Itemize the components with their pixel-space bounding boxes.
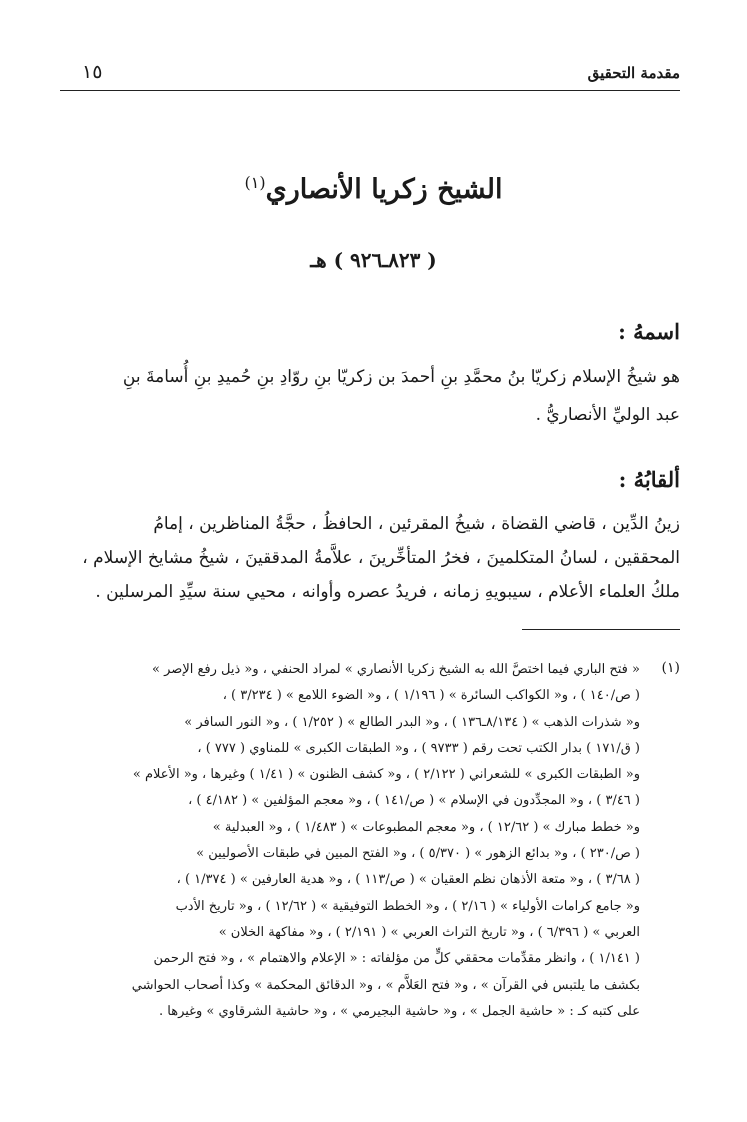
footnote-line: « فتح الباري فيما اختصَّ الله به الشيخ زكريا الأنصاري » لمراد الحنفي ، و« ذيل رفع الإصر » bbox=[152, 662, 640, 677]
running-header bbox=[60, 60, 680, 91]
section-heading-name: اسمهُ : bbox=[618, 319, 680, 344]
footnote-line: بكشف ما يلتبس في القرآن » ، و« فتح العَلاَّم » ، و« الدقائق المحكمة » وكذا أصحاب الحواشي bbox=[131, 977, 640, 993]
footnote-line: و« جامع كرامات الأولياء » ( ٢/١٦ ) ، و« الخطط التوفيقية » ( ١٢/٦٢ ) ، و« تاريخ الأدب bbox=[175, 898, 640, 914]
paragraph-line: ملكُ العلماء الأعلام ، سيبويهِ زمانه ، فريدُ عصره وأوانه ، محيي سنة سيِّدِ المرسلين . bbox=[95, 582, 680, 602]
titles-paragraph bbox=[55, 507, 680, 609]
footnote-line: ( ص/٢٣٠ ) ، و« بدائع الزهور » ( ٥/٣٧٠ ) ، و« الفتح المبين في طبقات الأصوليين » bbox=[196, 846, 640, 862]
footnote-separator bbox=[522, 629, 680, 630]
name-paragraph bbox=[55, 358, 680, 434]
footnote-line: و« خطط مبارك » ( ١٢/٦٢ ) ، و« معجم المطبوعات » ( ١/٤٨٣ ) ، و« العبدلية » bbox=[212, 819, 640, 835]
running-title: مقدمة التحقيق bbox=[587, 64, 680, 82]
title-text: الشيخ زكريا الأنصاري bbox=[265, 174, 503, 205]
footnote-line: العربي » ( ٦/٣٩٦ ) ، و« تاريخ التراث العربي » ( ٢/١٩١ ) ، و« مفاكهة الخلان » bbox=[218, 924, 640, 940]
footnote-line: ( ٣/٤٦ ) ، و« المجدِّدون في الإسلام » ( ص/١٤١ ) ، و« معجم المؤلفين » ( ٤/١٨٢ ) ، bbox=[188, 793, 640, 809]
page-number: ١٥ bbox=[82, 61, 103, 83]
footnote-text bbox=[68, 657, 640, 1025]
life-dates: ( ٨٢٣ـ٩٢٦ ) هـ bbox=[310, 248, 437, 272]
footnote-line: و« شذرات الذهب » ( ٨/١٣٤ـ١٣٦ ) ، و« البدر الطالع » ( ١/٢٥٢ ) ، و« النور السافر » bbox=[184, 714, 640, 730]
footnote-line: ( ق/١٧١ ) بدار الكتب تحت رقم ( ٩٧٣٣ ) ، و« الطبقات الكبرى » للمناوي ( ٧٧٧ ) ، bbox=[197, 740, 640, 756]
footnote-line: ( ٣/٦٨ ) ، و« متعة الأذهان نظم العقيان » ( ص/١١٣ ) ، و« هدية العارفين » ( ١/٣٧٤ ) ، bbox=[176, 872, 640, 888]
paragraph-line: عبد الوليِّ الأنصاريُّ . bbox=[535, 405, 680, 425]
paragraph-line: زينُ الدِّين ، قاضي القضاة ، شيخُ المقرئين ، الحافظُ ، حجَّةُ المناظرين ، إمامُ bbox=[153, 514, 680, 534]
paragraph-line: المحققين ، لسانُ المتكلمينَ ، فخرُ المتأخِّرينَ ، علاَّمةُ المدققينَ ، شيخُ مشايخ الإسلام ، bbox=[82, 548, 680, 568]
footnote-line: ( ص/١٤٠ ) ، و« الكواكب السائرة » ( ١/١٩٦ ) ، و« الضوء اللامع » ( ٣/٢٣٤ ) ، bbox=[222, 688, 640, 704]
page-title bbox=[0, 173, 747, 205]
footnote-line: ( ١/١٤١ ) ، وانظر مقدِّمات محققي كلٍّ من مؤلفاته : « الإعلام والاهتمام » ، و« فتح الرحمن bbox=[153, 951, 640, 967]
footnote-line: على كتبه كـ : « حاشية الجمل » ، و« حاشية البجيرمي » ، و« حاشية الشرقاوي » وغيرها . bbox=[158, 1003, 640, 1019]
section-heading-titles: ألقابُهُ : bbox=[618, 467, 680, 492]
footnote-marker: (١) bbox=[661, 660, 680, 676]
footnote-line: و« الطبقات الكبرى » للشعراني ( ٢/١٢٢ ) ، و« كشف الظنون » ( ١/٤١ ) وغيرها ، و« الأعلام » bbox=[132, 767, 640, 783]
paragraph-line: هو شيخُ الإسلام زكريّا بنُ محمَّدِ بنِ أحمدَ بن زكريّا بنِ روّادِ بنِ حُميدِ بنِ أُسامةَ بنِ bbox=[122, 367, 680, 387]
footnote-ref[interactable]: (١) bbox=[244, 173, 266, 192]
